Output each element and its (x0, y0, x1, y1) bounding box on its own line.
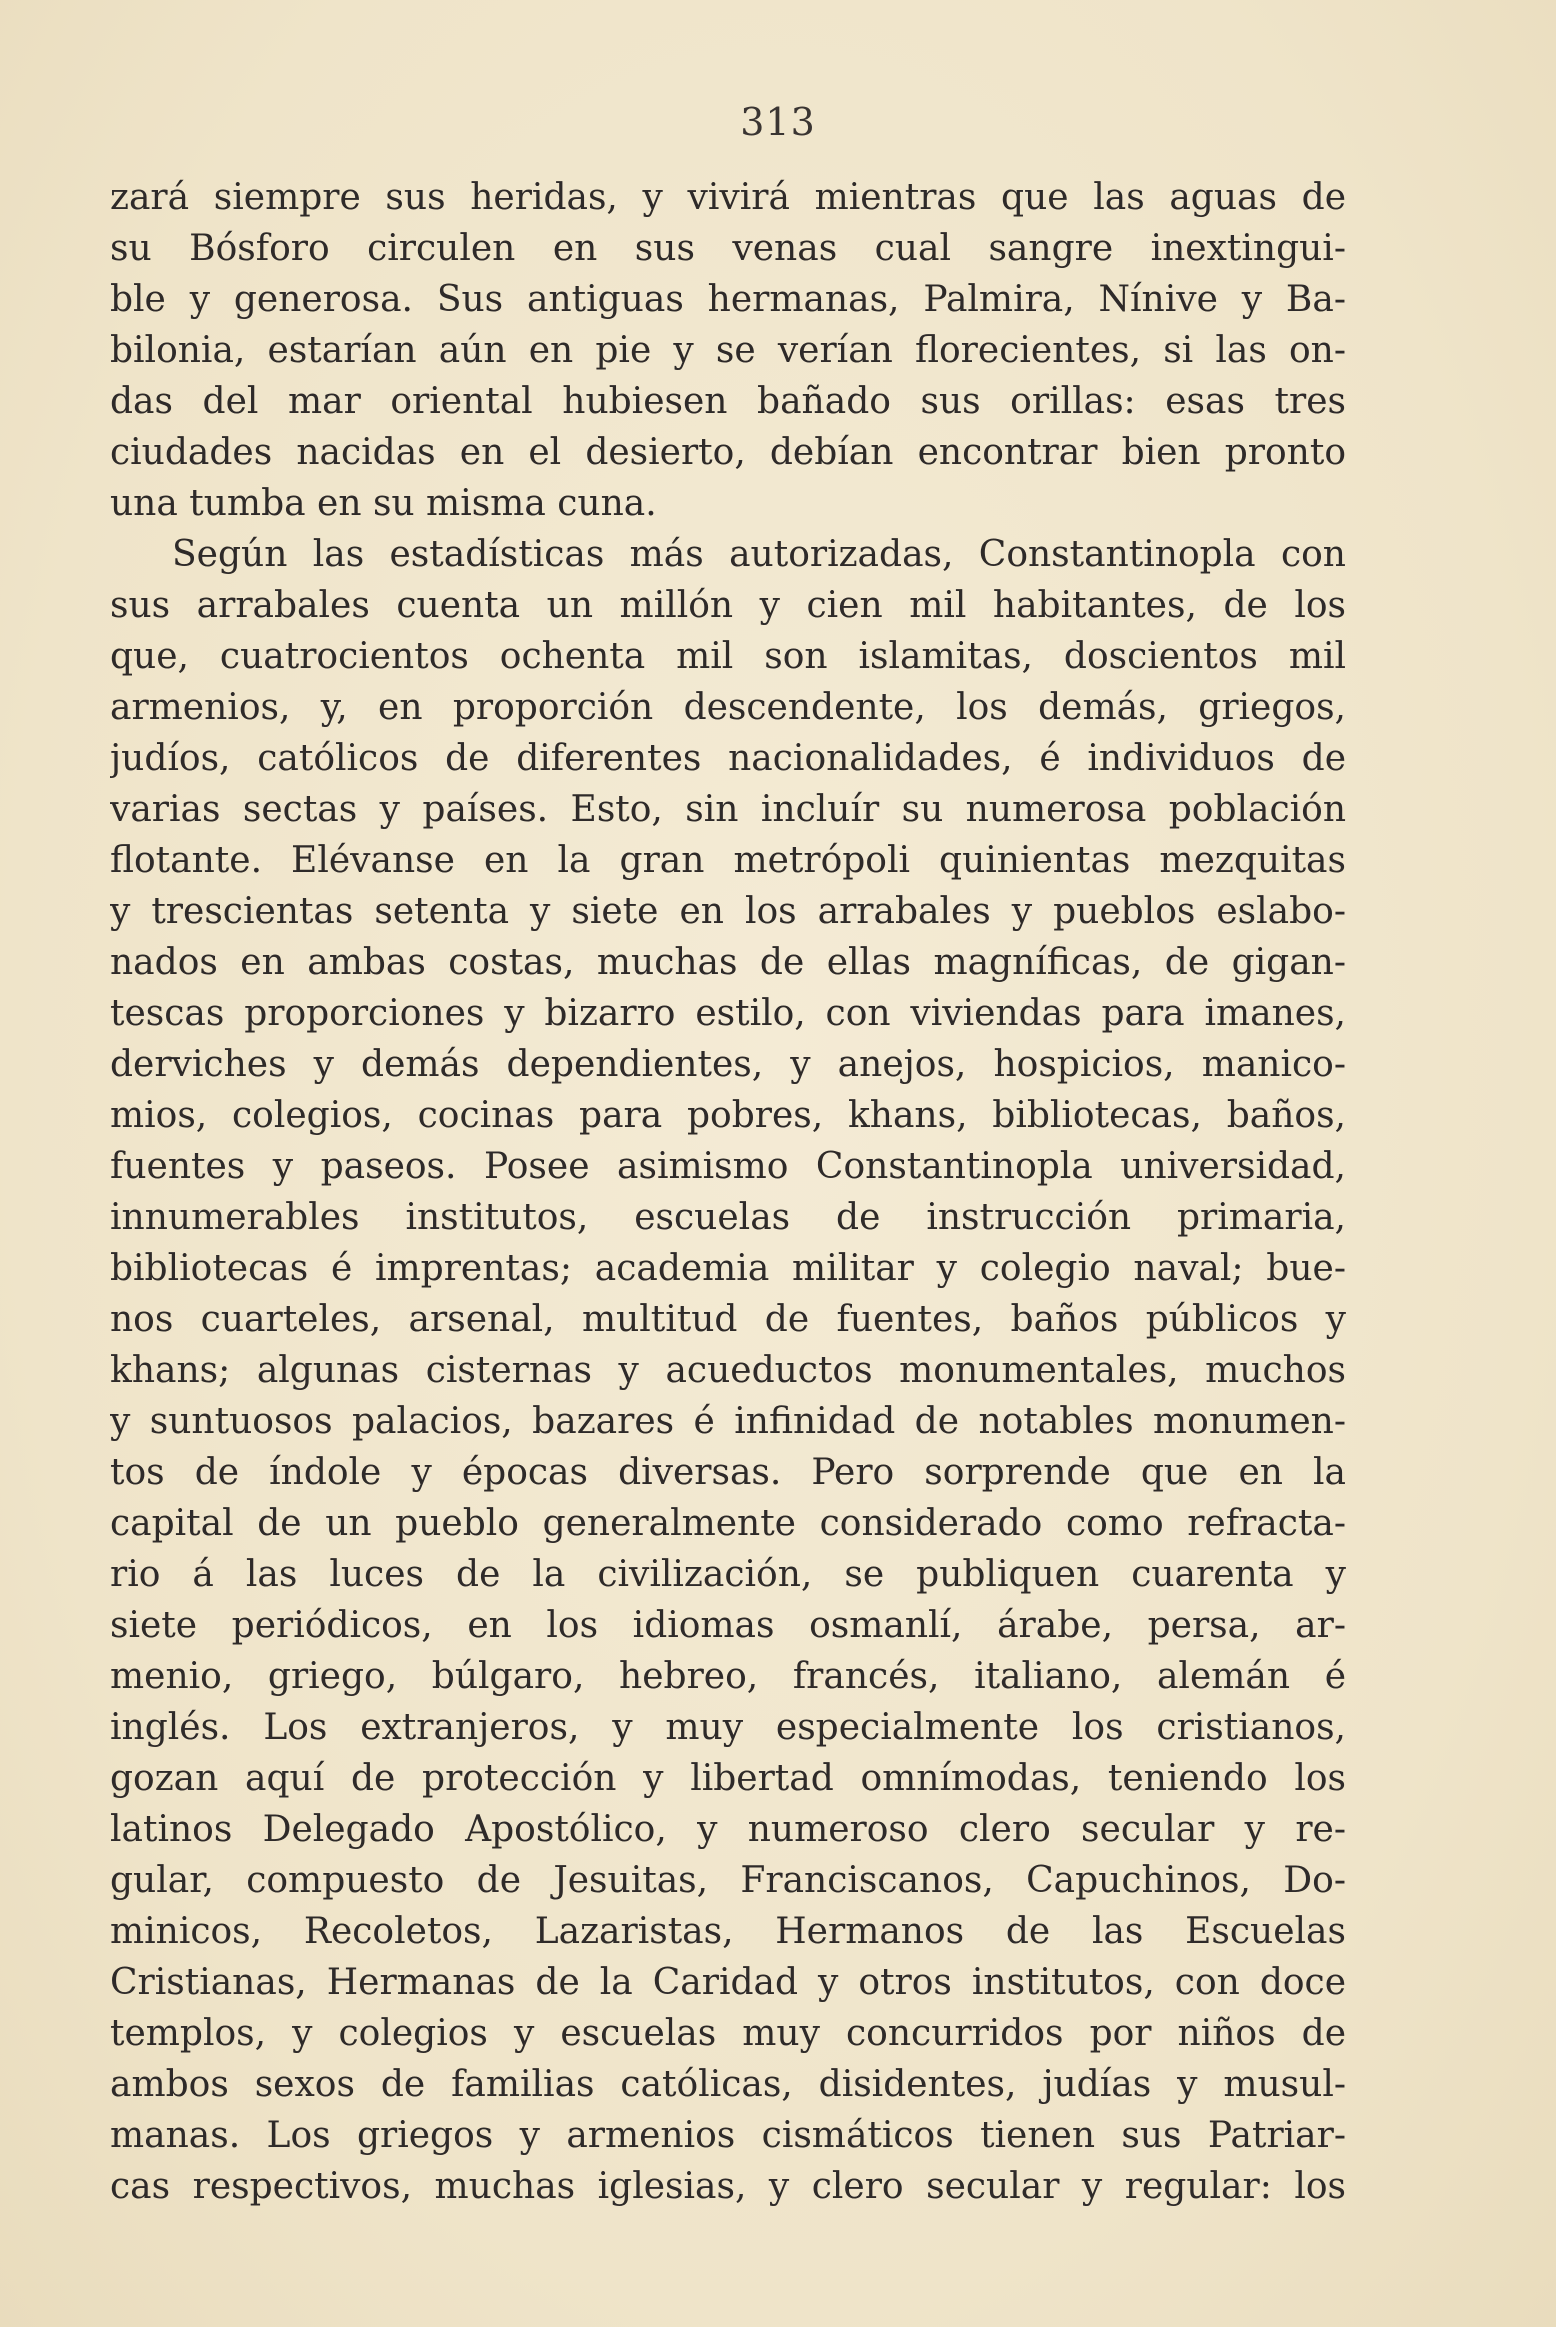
text-line: zará siempre sus heridas, y vivirá mientras que las aguas de (110, 177, 1346, 218)
text-line: una tumba en su misma cuna. (110, 483, 657, 524)
text-line: y suntuosos palacios, bazares é infinidad de notables monumen- (110, 1401, 1346, 1442)
text-line: derviches y demás dependientes, y anejos, hospicios, manico- (110, 1044, 1346, 1085)
text-line: fuentes y paseos. Posee asimismo Constantinopla universidad, (110, 1146, 1346, 1187)
text-line: rio á las luces de la civilización, se publiquen cuarenta y (110, 1554, 1346, 1595)
text-line: tos de índole y épocas diversas. Pero sorprende que en la (110, 1452, 1346, 1493)
text-line: ambos sexos de familias católicas, disidentes, judías y musul- (110, 2064, 1346, 2105)
text-line: sus arrabales cuenta un millón y cien mil habitantes, de los (110, 585, 1346, 626)
text-line: das del mar oriental hubiesen bañado sus orillas: esas tres (110, 381, 1346, 422)
text-line: flotante. Elévanse en la gran metrópoli quinientas mezquitas (110, 840, 1346, 881)
text-line: su Bósforo circulen en sus venas cual sangre inextingui- (110, 228, 1346, 269)
text-line: bibliotecas é imprentas; academia militar y colegio naval; bue- (110, 1248, 1346, 1289)
text-line: latinos Delegado Apostólico, y numeroso clero secular y re- (110, 1809, 1346, 1850)
text-line: manas. Los griegos y armenios cismáticos tienen sus Patriar- (110, 2115, 1346, 2156)
text-line: menio, griego, búlgaro, hebreo, francés, italiano, alemán é (110, 1656, 1346, 1697)
text-line: nados en ambas costas, muchas de ellas magníficas, de gigan- (110, 942, 1346, 983)
text-line: ble y generosa. Sus antiguas hermanas, Palmira, Nínive y Ba- (110, 279, 1346, 320)
text-line: ciudades nacidas en el desierto, debían encontrar bien pronto (110, 432, 1346, 473)
text-line: que, cuatrocientos ochenta mil son islamitas, doscientos mil (110, 636, 1346, 677)
text-line: bilonia, estarían aún en pie y se verían florecientes, si las on- (110, 330, 1346, 371)
text-line: Cristianas, Hermanas de la Caridad y otros institutos, con doce (110, 1962, 1346, 2003)
page-number: 313 (740, 100, 816, 144)
body-text (110, 172, 1346, 2212)
text-line: inglés. Los extranjeros, y muy especialmente los cristianos, (110, 1707, 1346, 1748)
text-line: capital de un pueblo generalmente considerado como refracta- (110, 1503, 1346, 1544)
text-line: judíos, católicos de diferentes nacionalidades, é individuos de (110, 738, 1346, 779)
text-line: innumerables institutos, escuelas de instrucción primaria, (110, 1197, 1346, 1238)
text-line: cas respectivos, muchas iglesias, y clero secular y regular: los (110, 2166, 1346, 2207)
paragraph-start-line: Según las estadísticas más autorizadas, Constantinopla con (172, 534, 1346, 575)
text-line: siete periódicos, en los idiomas osmanlí, árabe, persa, ar- (110, 1605, 1346, 1646)
text-line: varias sectas y países. Esto, sin incluír su numerosa población (110, 789, 1346, 830)
text-line: templos, y colegios y escuelas muy concurridos por niños de (110, 2013, 1346, 2054)
text-line: tescas proporciones y bizarro estilo, con viviendas para imanes, (110, 993, 1346, 1034)
text-line: gozan aquí de protección y libertad omnímodas, teniendo los (110, 1758, 1346, 1799)
text-line: minicos, Recoletos, Lazaristas, Hermanos de las Escuelas (110, 1911, 1346, 1952)
text-line: gular, compuesto de Jesuitas, Franciscanos, Capuchinos, Do- (110, 1860, 1346, 1901)
text-line: nos cuarteles, arsenal, multitud de fuentes, baños públicos y (110, 1299, 1346, 1340)
text-line: y trescientas setenta y siete en los arrabales y pueblos eslabo- (110, 891, 1346, 932)
text-line: mios, colegios, cocinas para pobres, khans, bibliotecas, baños, (110, 1095, 1346, 1136)
text-line: armenios, y, en proporción descendente, los demás, griegos, (110, 687, 1346, 728)
text-line: khans; algunas cisternas y acueductos monumentales, muchos (110, 1350, 1346, 1391)
